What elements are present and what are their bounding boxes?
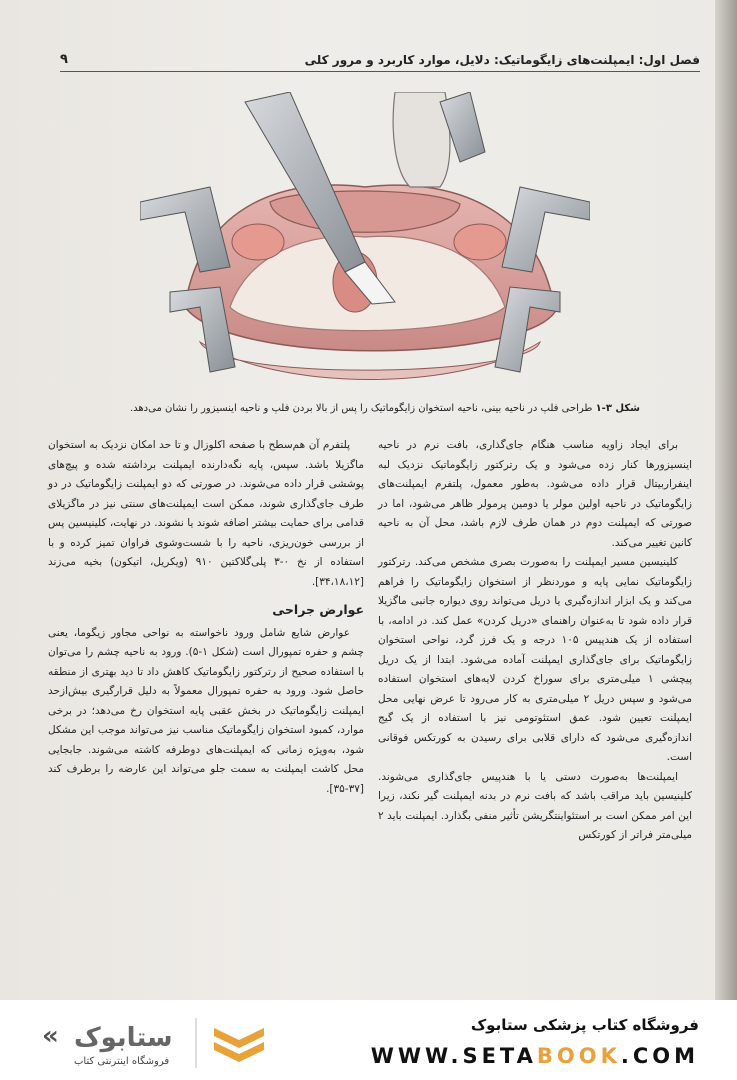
figure-caption: [110, 402, 640, 416]
page-number: ۹: [60, 52, 68, 67]
paragraph: عوارض شایع شامل ورود ناخواسته به نواحی مجاور زیگوما، یعنی چشم و حفره تمپورال است (شکل ۱-۵). ورود به ناحیه چشم را می‌توان با استفاده صحیح از رترکتور زایگوماتیک کاهش داد تا دید بهتری از منطقه حاصل شود. ورود به حفره تمپورال معمولاً به دلیل قرارگیری بیش‌ازحد ایمپلنت زایگوماتیک در بخش عقبی پایه استخوان رخ می‌دهد؛ در برخی موارد، کمبود استخوان زایگوماتیک مناسب نیز می‌تواند موجب این مشکل شود، به‌ویژه زمانی که ایمپلنت‌های دوطرفه کاشته می‌شوند. جابجایی محل کاشت ایمپلنت به سمت جلو می‌تواند این عارضه را برطرف کند [۳۷-۳۵].: [48, 626, 364, 795]
page-header: [60, 42, 700, 72]
store-url[interactable]: [371, 1044, 699, 1068]
right-column: [378, 436, 692, 846]
url-accent: BOOK: [536, 1044, 621, 1068]
section-heading: عوارض جراحی: [272, 602, 364, 617]
figure-caption-text: طراحی فلپ در ناحیه بینی، ناحیه استخوان زایگوماتیک را پس از بالا بردن فلپ و ناحیه اینسیزور را نشان می‌دهد.: [129, 403, 593, 414]
store-banner: [0, 1000, 737, 1080]
logo-brackets: «: [42, 1021, 59, 1051]
store-name: فروشگاه کتاب پزشکی ستابوک: [470, 1016, 699, 1034]
url-suffix: .COM: [620, 1044, 699, 1068]
chapter-title: فصل اول: ایمپلنت‌های زایگوماتیک: دلایل، موارد کاربرد و مرور کلی: [304, 53, 700, 67]
logo-chevron-top: [214, 1028, 264, 1048]
paragraph: پلتفرم آن هم‌سطح با صفحه اکلوزال و تا حد امکان نزدیک به استخوان ماگزیلا باشد. سپس، پایه نگه‌دارنده ایمپلنت برداشته شده و پیچ‌های پوششی قرار داده می‌شوند. در صورتی که دو ایمپلنت زایگوماتیک در دو طرف جای‌گذاری شوند، ممکن است ایمپلنت‌های سنتی نیز در ماگزیلای قدامی برای حمایت بیشتر اضافه شوند یا نشوند. در نهایت، کلینیسین پس از بررسی خون‌ریزی، ناحیه را با شست‌وشوی فراوان تمیز کرده و با استفاده از نخ ۰-۳ پلی‌گلاکتین ۹۱۰ (ویکریل، اتیکون) بخیه می‌زند [۳۴،۱۸،۱۲].: [48, 439, 364, 588]
setabook-logo: [34, 1010, 284, 1072]
figure-number: شکل ۳-۱: [595, 403, 640, 414]
left-column: [48, 436, 364, 799]
paragraph: کلینیسین مسیر ایمپلنت را به‌صورت بصری مشخص می‌کند. رترکتور زایگوماتیک نمایی پایه و موردنظر از استخوان زایگوماتیک را فراهم می‌کند و یک ابزار اندازه‌گیری یا دریل می‌تواند روی دیواره جانبی ماگزیلا قرار داده شود تا به‌عنوان راهنمای «دریل کردن» عمل کند. در ادامه، با استفاده از یک هندپیس ۱۰۵ درجه و یک فرز گرد، نواحی استخوان زایگوماتیک برای جای‌گذاری ایمپلنت آماده می‌شود. ابتدا از یک دریل پیچشی ۱ میلی‌متری برای سوراخ کردن لایه‌های استخوان استفاده می‌شود و سپس دریل ۲ میلی‌متری به کار می‌رود تا عرض نهایی محل ایمپلنت تعیین شود. عمق استئوتومی نیز با استفاده از یک گیج اندازه‌گیری می‌شود که دارای قلابی برای رسیدن به کورتکس فوقانی است.: [378, 556, 692, 763]
url-prefix: WWW.SETA: [370, 1044, 537, 1068]
page-edge-shadow: [715, 0, 737, 1000]
paragraph: ایمپلنت‌ها به‌صورت دستی یا با هندپیس جای‌گذاری می‌شوند. کلینیسین باید مراقب باشد که بافت نرم در بدنه ایمپلنت گیر نکند، زیرا این امر ممکن است بر استئواینتگریشن تأثیر منفی بگذارد. ایمپلنت باید ۲ میلی‌متر فراتر از کورتکس: [378, 770, 692, 841]
surgical-illustration: [140, 92, 590, 392]
paragraph: برای ایجاد زاویه مناسب هنگام جای‌گذاری، بافت نرم در ناحیه اینسیزورها کنار زده می‌شود و یک رترکتور زایگوماتیک نزدیک لبه اینفراربیتال قرار داده می‌شود. به‌طور معمول، پلتفرم ایمپلنت‌های زایگوماتیک در ناحیه اولین مولر یا دومین پرمولر ظاهر می‌شود، اما در صورتی که ایمپلنت دوم در همان طرف لازم باشد، محل آن به ناحیه کانین تغییر می‌کند.: [378, 439, 692, 549]
logo-subtitle: فروشگاه اینترنتی کتاب: [74, 1056, 170, 1067]
logo-wordmark: ستابوک: [74, 1023, 173, 1053]
